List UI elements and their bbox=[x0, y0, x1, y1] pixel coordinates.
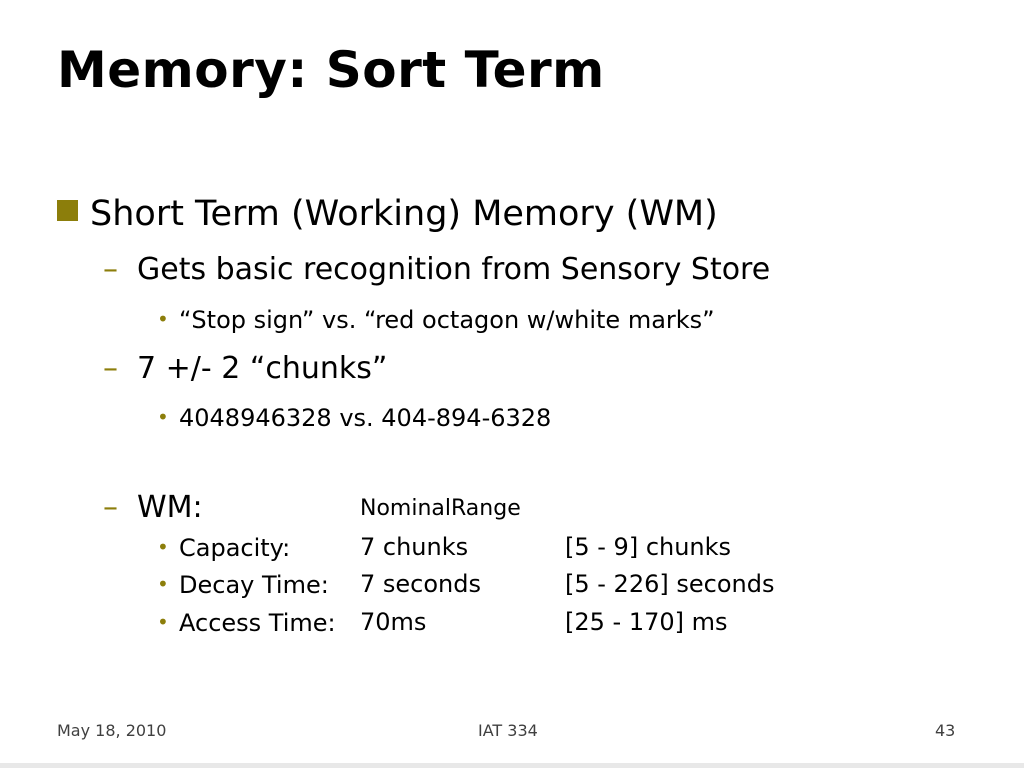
table-row bbox=[157, 531, 290, 564]
dot-bullet-icon: • bbox=[157, 405, 169, 429]
dot-bullet-icon: • bbox=[157, 610, 169, 634]
row-range: [5 - 226] seconds bbox=[565, 570, 775, 598]
footer-page-number: 43 bbox=[935, 721, 956, 740]
slide-title: Memory: Sort Term bbox=[57, 41, 605, 99]
bullet-short-term-memory bbox=[57, 191, 718, 237]
bullet-text: Short Term (Working) Memory (WM) bbox=[90, 194, 718, 234]
example-text: “Stop sign” vs. “red octagon w/white marks” bbox=[179, 306, 715, 334]
square-bullet-icon bbox=[57, 200, 78, 221]
dash-bullet-icon: – bbox=[103, 490, 118, 525]
dot-bullet-icon: • bbox=[157, 572, 169, 596]
footer-course: IAT 334 bbox=[478, 721, 538, 740]
footer-date: May 18, 2010 bbox=[57, 721, 167, 740]
sub-bullet-recognition bbox=[103, 250, 770, 290]
sub-bullet-text: Gets basic recognition from Sensory Store bbox=[137, 252, 771, 287]
row-nominal: 70ms bbox=[360, 608, 427, 636]
table-header-nominal-range: NominalRange bbox=[360, 496, 521, 521]
row-range: [25 - 170] ms bbox=[565, 608, 728, 636]
row-label: Capacity: bbox=[179, 534, 291, 562]
table-row bbox=[157, 568, 329, 601]
dash-bullet-icon: – bbox=[103, 252, 118, 287]
example-stop-sign bbox=[157, 303, 715, 336]
dash-bullet-icon: – bbox=[103, 351, 118, 386]
dot-bullet-icon: • bbox=[157, 535, 169, 559]
example-phone-number bbox=[157, 401, 551, 434]
row-nominal: 7 seconds bbox=[360, 570, 481, 598]
row-label: Access Time: bbox=[179, 609, 336, 637]
sub-bullet-text: 7 +/- 2 “chunks” bbox=[137, 351, 388, 386]
example-text: 4048946328 vs. 404-894-6328 bbox=[179, 404, 552, 432]
row-nominal: 7 chunks bbox=[360, 533, 469, 561]
sub-bullet-chunks bbox=[103, 349, 387, 389]
sub-bullet-text: WM: bbox=[137, 490, 203, 525]
sub-bullet-wm bbox=[103, 488, 203, 528]
dot-bullet-icon: • bbox=[157, 307, 169, 331]
table-row bbox=[157, 606, 336, 639]
row-range: [5 - 9] chunks bbox=[565, 533, 732, 561]
bottom-divider bbox=[0, 763, 1024, 768]
row-label: Decay Time: bbox=[179, 571, 329, 599]
